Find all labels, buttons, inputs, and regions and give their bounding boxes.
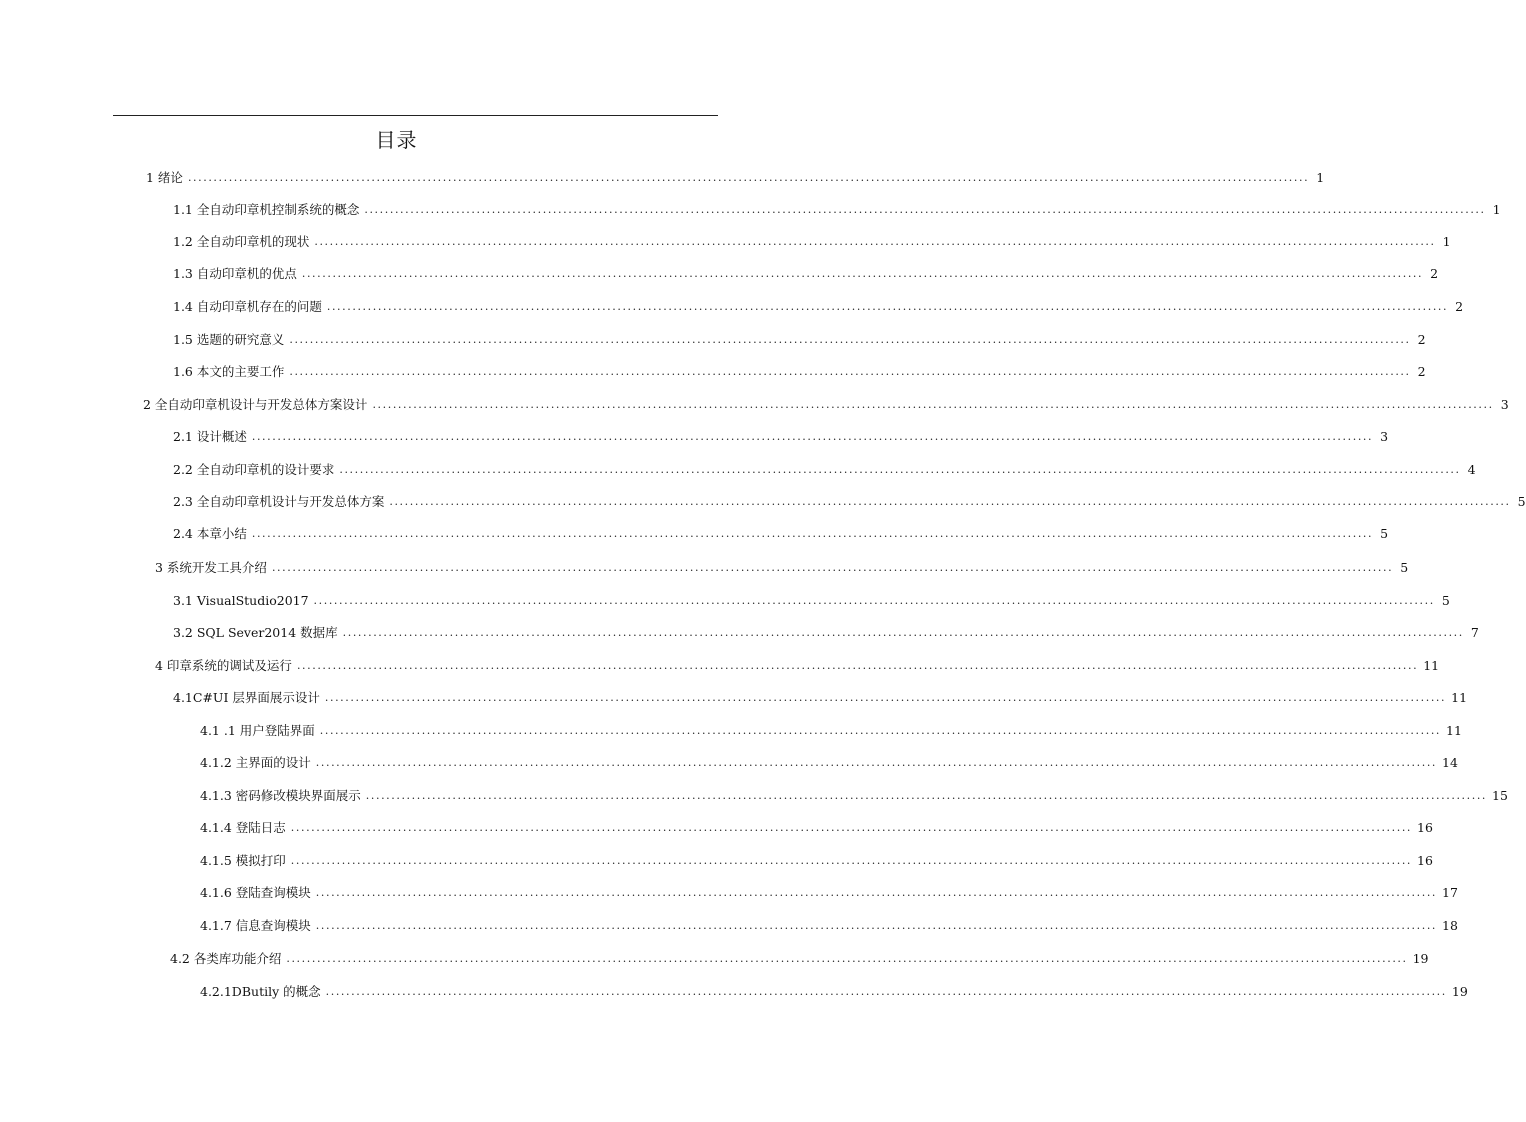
toc-leader-dots: ............................................................................................................................................................................................................................ [251, 429, 1374, 443]
toc-entry-label: 4.1C#UI 层界面展示设计 [173, 690, 320, 705]
toc-entry-page: 5 [1400, 559, 1409, 575]
toc-entry-label: 1 绪论 [146, 170, 183, 185]
toc-leader-dots: ............................................................................................................................................................................................................................ [251, 526, 1374, 540]
toc-entry-page: 19 [1451, 983, 1468, 999]
toc-entry[interactable] [200, 881, 1458, 903]
toc-entry[interactable] [173, 490, 1526, 512]
toc-entry-label: 2.4 本章小结 [173, 526, 247, 541]
toc-entry-page: 2 [1455, 298, 1464, 314]
toc-entry[interactable] [200, 719, 1462, 741]
toc-entry-label: 1.3 自动印章机的优点 [173, 266, 297, 281]
toc-entry-page: 2 [1417, 363, 1426, 379]
toc-entry[interactable] [173, 295, 1464, 317]
toc-leader-dots: ............................................................................................................................................................................................................................ [290, 820, 1413, 834]
toc-entry-label: 3.1 VisualStudio2017 [173, 592, 309, 608]
toc-leader-dots: ............................................................................................................................................................................................................................ [324, 690, 1447, 704]
toc-leader-dots: ............................................................................................................................................................................................................................ [372, 397, 1494, 411]
toc-entry-page: 11 [1451, 689, 1468, 705]
toc-entry-label: 3.2 SQL Sever2014 数据库 [173, 625, 338, 640]
toc-entry-page: 2 [1417, 331, 1426, 347]
toc-entry-label: 2 全自动印章机设计与开发总体方案设计 [143, 397, 368, 412]
toc-leader-dots: ............................................................................................................................................................................................................................ [315, 918, 1438, 932]
toc-entry-label: 4.1.7 信息查询模块 [200, 918, 311, 933]
toc-leader-dots: ............................................................................................................................................................................................................................ [187, 170, 1310, 184]
toc-leader-dots: ............................................................................................................................................................................................................................ [271, 560, 1394, 574]
toc-entry-page: 18 [1442, 917, 1458, 933]
toc-leader-dots: ............................................................................................................................................................................................................................ [301, 266, 1424, 280]
toc-leader-dots: ............................................................................................................................................................................................................................ [313, 593, 1435, 607]
toc-entry[interactable] [200, 980, 1468, 1002]
toc-entry[interactable] [155, 556, 1409, 578]
toc-entry-page: 3 [1380, 428, 1389, 444]
toc-entry[interactable] [173, 621, 1479, 643]
toc-entry-page: 16 [1417, 819, 1433, 835]
toc-leader-dots: ............................................................................................................................................................................................................................ [325, 984, 1447, 998]
toc-entry-label: 2.1 设计概述 [173, 429, 247, 444]
toc-entry[interactable] [173, 328, 1426, 350]
toc-entry-label: 1.2 全自动印章机的现状 [173, 234, 310, 249]
toc-entry-label: 4 印章系统的调试及运行 [155, 658, 292, 673]
toc-leader-dots: ............................................................................................................................................................................................................................ [339, 462, 1461, 476]
toc-entry-page: 1 [1492, 201, 1501, 217]
toc-entry[interactable] [173, 198, 1501, 220]
toc-entry[interactable] [173, 686, 1468, 708]
toc-entry-page: 19 [1412, 950, 1429, 966]
toc-entry-label: 3 系统开发工具介绍 [155, 560, 267, 575]
toc-entry-label: 4.2.1DButily 的概念 [200, 984, 321, 999]
toc-entry[interactable] [173, 425, 1389, 447]
toc-leader-dots: ............................................................................................................................................................................................................................ [389, 494, 1511, 508]
toc-entry[interactable] [200, 784, 1508, 806]
toc-leader-dots: ............................................................................................................................................................................................................................ [314, 234, 1436, 248]
toc-entry-label: 1.5 选题的研究意义 [173, 332, 285, 347]
toc-entry-label: 1.1 全自动印章机控制系统的概念 [173, 202, 360, 217]
toc-entry[interactable] [173, 589, 1450, 611]
toc-leader-dots: ............................................................................................................................................................................................................................ [296, 658, 1419, 672]
toc-entry-page: 5 [1517, 493, 1526, 509]
toc-leader-dots: ............................................................................................................................................................................................................................ [290, 853, 1413, 867]
toc-entry-page: 17 [1442, 884, 1458, 900]
toc-entry-label: 1.6 本文的主要工作 [173, 364, 285, 379]
toc-entry[interactable] [146, 166, 1325, 188]
toc-entry-label: 4.1 .1 用户登陆界面 [200, 723, 315, 738]
toc-entry-page: 7 [1470, 624, 1479, 640]
toc-leader-dots: ............................................................................................................................................................................................................................ [326, 299, 1449, 313]
toc-entry[interactable] [173, 360, 1426, 382]
toc-leader-dots: ............................................................................................................................................................................................................................ [342, 625, 1464, 639]
toc-leader-dots: ............................................................................................................................................................................................................................ [315, 885, 1438, 899]
toc-entry-label: 4.1.6 登陆查询模块 [200, 885, 311, 900]
toc-entry-page: 1 [1316, 169, 1325, 185]
toc-entry[interactable] [200, 816, 1433, 838]
toc-entry[interactable] [173, 458, 1476, 480]
toc-entry-page: 3 [1500, 396, 1509, 412]
toc-entry-page: 1 [1442, 233, 1451, 249]
toc-entry[interactable] [143, 393, 1509, 415]
toc-entry-page: 15 [1492, 787, 1508, 803]
toc-entry-label: 4.2 各类库功能介绍 [170, 951, 282, 966]
toc-leader-dots: ............................................................................................................................................................................................................................ [364, 202, 1486, 216]
toc-entry-label: 4.1.3 密码修改模块界面展示 [200, 788, 361, 803]
toc-entry[interactable] [173, 230, 1451, 252]
toc-entry-label: 2.2 全自动印章机的设计要求 [173, 462, 335, 477]
toc-entry[interactable] [173, 262, 1439, 284]
toc-entry-page: 2 [1430, 265, 1439, 281]
toc-entry-label: 4.1.4 登陆日志 [200, 820, 286, 835]
toc-entry-page: 5 [1380, 525, 1389, 541]
toc-entry-label: 4.1.2 主界面的设计 [200, 755, 311, 770]
toc-entry-label: 4.1.5 模拟打印 [200, 853, 286, 868]
toc-leader-dots: ............................................................................................................................................................................................................................ [365, 788, 1488, 802]
toc-entry[interactable] [170, 947, 1429, 969]
toc-entry-page: 5 [1441, 592, 1450, 608]
toc-entry[interactable] [155, 654, 1440, 676]
toc-entry[interactable] [200, 751, 1458, 773]
toc-leader-dots: ............................................................................................................................................................................................................................ [286, 951, 1408, 965]
toc-entry-page: 14 [1442, 754, 1458, 770]
toc-leader-dots: ............................................................................................................................................................................................................................ [289, 332, 1411, 346]
toc-leader-dots: ............................................................................................................................................................................................................................ [315, 755, 1438, 769]
toc-leader-dots: ............................................................................................................................................................................................................................ [319, 723, 1442, 737]
toc-entry-page: 4 [1467, 461, 1476, 477]
toc-entry-label: 2.3 全自动印章机设计与开发总体方案 [173, 494, 385, 509]
toc-entry-page: 11 [1446, 722, 1462, 738]
toc-entry[interactable] [200, 849, 1433, 871]
toc-entry-page: 11 [1423, 657, 1440, 673]
toc-leader-dots: ............................................................................................................................................................................................................................ [289, 364, 1411, 378]
toc-title: 目录 [375, 128, 418, 152]
toc-entry[interactable] [200, 914, 1458, 936]
toc-entry-label: 1.4 自动印章机存在的问题 [173, 299, 322, 314]
toc-entry-page: 16 [1417, 852, 1433, 868]
toc-entry[interactable] [173, 522, 1389, 544]
